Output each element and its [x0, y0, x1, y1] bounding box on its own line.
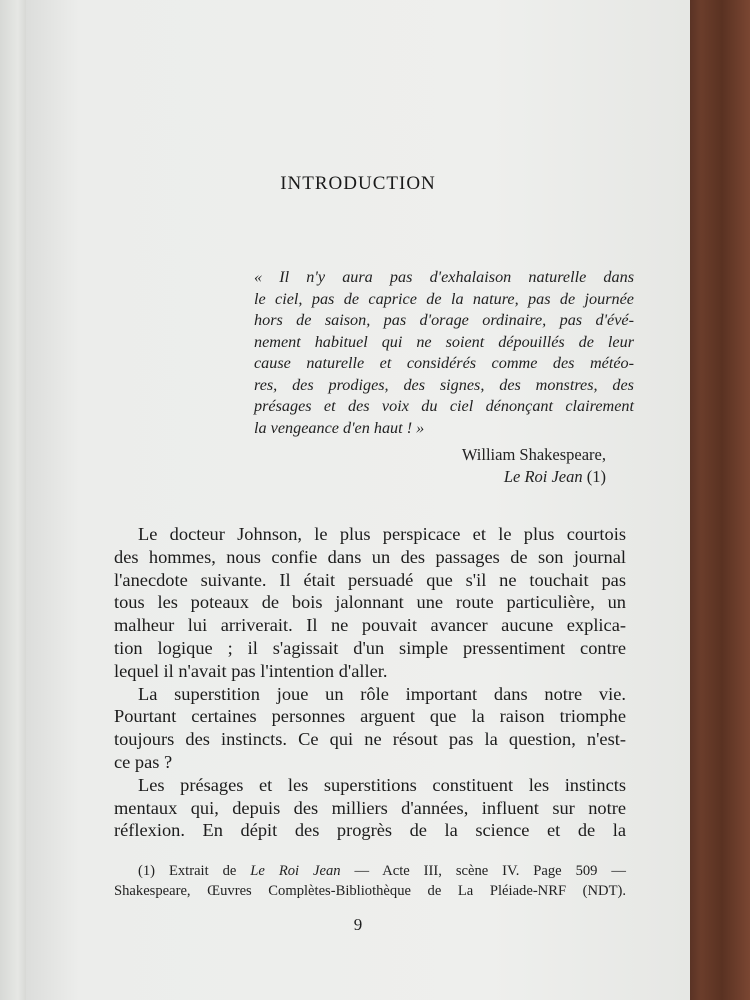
footnote-rest: — Acte III, scène IV. Page 509 — [340, 863, 626, 879]
footnote-line: Shakespeare, Œuvres Complètes-Bibliothèque de La Pléiade-NRF (NDT). [114, 883, 626, 899]
epigraph-line: « Il n'y aura pas d'exhalaison naturelle dans [254, 268, 634, 286]
epigraph-author: William Shakespeare, [461, 445, 606, 464]
text-line: tion logique ; il s'agissait d'un simple pressentiment contre [114, 637, 626, 658]
book-page [26, 0, 690, 1000]
chapter-title: INTRODUCTION [280, 173, 436, 194]
epigraph-line: présages et des voix du ciel dénonçant clairement [254, 397, 634, 415]
body-text [114, 523, 626, 842]
text-line: l'anecdote suivante. Il était persuadé que s'il ne touchait pas [114, 569, 626, 590]
text-line: Le docteur Johnson, le plus perspicace et le plus courtois [138, 524, 626, 544]
page-number: 9 [353, 915, 363, 934]
text-line: tous les poteaux de bois jalonnant une route particulière, un [114, 592, 626, 613]
epigraph-line: le ciel, pas de caprice de la nature, pas de journée [254, 289, 634, 308]
footnote-prefix: (1) Extrait de [138, 863, 251, 879]
paragraph-1 [114, 523, 626, 683]
text-line: toujours des instincts. Ce qui ne résout pas la question, n'est- [114, 729, 626, 750]
text-line: réflexion. En dépit des progrès de la science et de la [114, 820, 626, 841]
footnote [114, 861, 626, 901]
text-line: lequel il n'avait pas l'intention d'aller. [114, 660, 388, 681]
footnote-work-title: Le Roi Jean [250, 863, 341, 879]
epigraph-line: nement habituel qui ne soient dépouillés de leur [254, 332, 634, 351]
epigraph-line: hors de saison, pas d'orage ordinaire, pas d'évé- [254, 311, 634, 329]
text-line: ce pas ? [114, 751, 173, 772]
text-line: mentaux qui, depuis des milliers d'années, influent sur notre [114, 797, 626, 818]
epigraph-line: cause naturelle et considérés comme des météo- [254, 354, 634, 372]
footnote-line [114, 861, 626, 881]
text-line: Pourtant certaines personnes arguent que la raison triomphe [114, 706, 626, 727]
paragraph-3 [114, 774, 626, 842]
wooden-table-surface [680, 0, 750, 1000]
text-line: Les présages et les superstitions constituent les instincts [138, 774, 626, 795]
paragraph-2 [114, 683, 626, 774]
epigraph-quote [254, 267, 634, 439]
epigraph-line: res, des prodiges, des signes, des monstres, des [254, 375, 634, 394]
epigraph-work-title: Le Roi Jean [503, 467, 583, 486]
footnote-reference: (1) [582, 467, 606, 486]
epigraph-attribution [386, 444, 606, 488]
text-line: La superstition joue un rôle important dans notre vie. [138, 683, 626, 704]
epigraph-work [386, 466, 606, 488]
text-line: des hommes, nous confie dans un des passages de son journal [114, 546, 626, 567]
text-line: malheur lui arriverait. Il ne pouvait avancer aucune explica- [114, 615, 626, 636]
epigraph-line: la vengeance d'en haut ! » [254, 418, 425, 437]
